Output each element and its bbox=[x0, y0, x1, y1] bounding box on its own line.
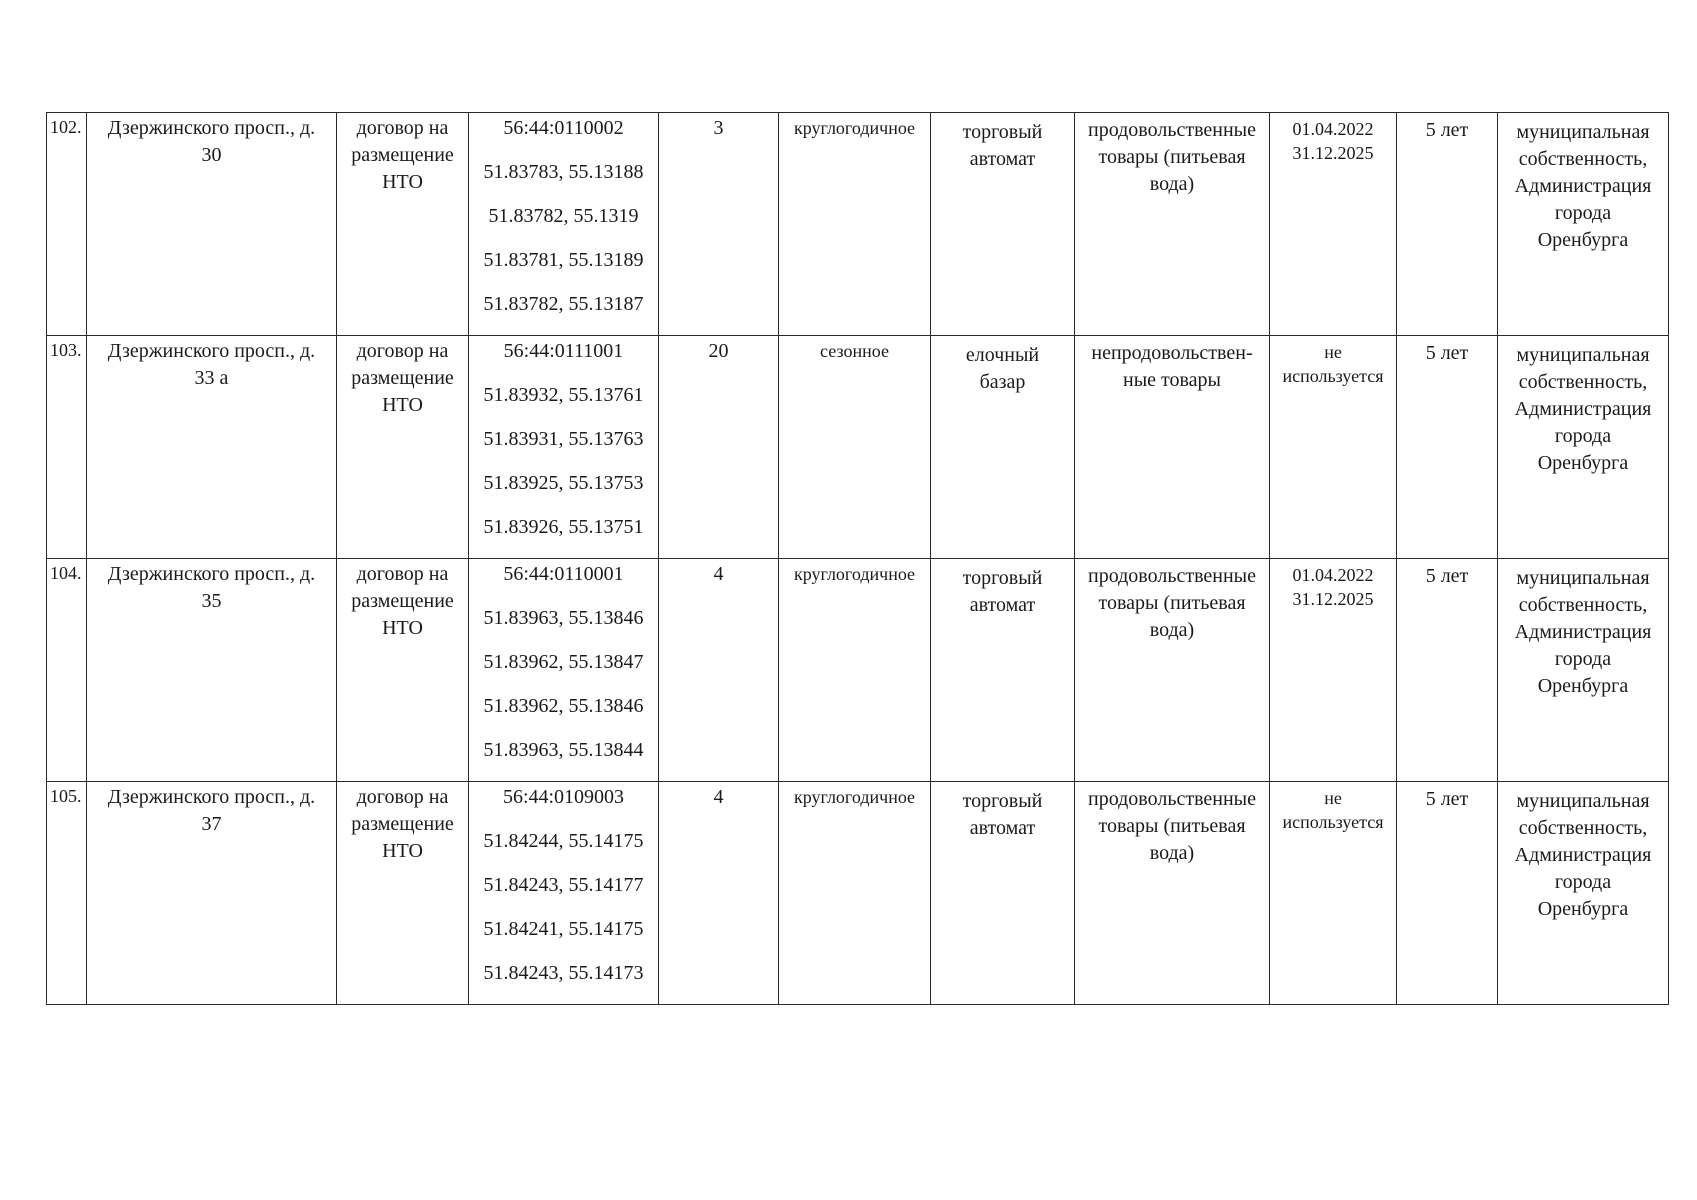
document-line: размещение bbox=[351, 367, 454, 389]
coordinate-pair: 51.83925, 55.13753 bbox=[483, 472, 644, 494]
owner-line: Администрация bbox=[1514, 844, 1652, 866]
period-cell: круглогодичное bbox=[779, 559, 931, 782]
owner-line: Администрация bbox=[1514, 175, 1652, 197]
goods-line: вода) bbox=[1149, 173, 1195, 195]
goods-line: товары (питьевая bbox=[1098, 146, 1246, 168]
object-type-cell bbox=[931, 559, 1075, 782]
row-number: 103. bbox=[47, 336, 87, 559]
object-type-cell bbox=[931, 113, 1075, 336]
type-line: автомат bbox=[969, 148, 1036, 170]
document-line: НТО bbox=[382, 394, 423, 416]
goods-cell bbox=[1075, 559, 1270, 782]
goods-line: ные товары bbox=[1123, 369, 1221, 391]
goods-line: продовольственные bbox=[1088, 565, 1256, 587]
date-line: 01.04.2022 bbox=[1292, 119, 1374, 139]
document-line: договор на bbox=[356, 786, 449, 808]
coordinate-pair: 51.83926, 55.13751 bbox=[483, 516, 644, 538]
owner-line: муниципальная bbox=[1516, 567, 1650, 589]
period-cell: круглогодичное bbox=[779, 113, 931, 336]
goods-cell bbox=[1075, 336, 1270, 559]
document-line: размещение bbox=[351, 813, 454, 835]
date-line: 31.12.2025 bbox=[1292, 589, 1374, 609]
owner-line: Оренбурга bbox=[1537, 229, 1629, 251]
document-line: НТО bbox=[382, 171, 423, 193]
owner-cell bbox=[1498, 782, 1669, 1005]
cadastral-coords-cell bbox=[469, 336, 659, 559]
address-cell bbox=[87, 559, 337, 782]
date-line: 31.12.2025 bbox=[1292, 143, 1374, 163]
term-cell: 5 лет bbox=[1397, 782, 1498, 1005]
goods-line: вода) bbox=[1149, 842, 1195, 864]
document-cell bbox=[337, 782, 469, 1005]
type-line: елочный bbox=[965, 344, 1040, 366]
table-row bbox=[47, 336, 1669, 559]
area-cell: 3 bbox=[659, 113, 779, 336]
document-cell bbox=[337, 113, 469, 336]
coordinate-pair: 51.84243, 55.14173 bbox=[483, 962, 644, 984]
term-cell: 5 лет bbox=[1397, 559, 1498, 782]
owner-line: муниципальная bbox=[1516, 121, 1650, 143]
owner-line: собственность, bbox=[1518, 817, 1648, 839]
type-line: автомат bbox=[969, 817, 1036, 839]
goods-line: продовольственные bbox=[1088, 788, 1256, 810]
dates-cell bbox=[1270, 559, 1397, 782]
row-number: 104. bbox=[47, 559, 87, 782]
cadastral-coords-cell bbox=[469, 113, 659, 336]
date-line: используется bbox=[1282, 812, 1384, 832]
owner-cell bbox=[1498, 336, 1669, 559]
row-number: 105. bbox=[47, 782, 87, 1005]
owner-line: Оренбурга bbox=[1537, 898, 1629, 920]
table-row bbox=[47, 559, 1669, 782]
address-line: Дзержинского просп., д. bbox=[107, 117, 316, 139]
address-line: 30 bbox=[201, 144, 222, 166]
coordinate-pair: 51.83931, 55.13763 bbox=[483, 428, 644, 450]
owner-line: Администрация bbox=[1514, 621, 1652, 643]
row-number: 102. bbox=[47, 113, 87, 336]
owner-line: города bbox=[1554, 871, 1612, 893]
date-line: не bbox=[1324, 788, 1342, 808]
address-cell bbox=[87, 782, 337, 1005]
term-cell: 5 лет bbox=[1397, 113, 1498, 336]
term-cell: 5 лет bbox=[1397, 336, 1498, 559]
table-row bbox=[47, 113, 1669, 336]
area-cell: 4 bbox=[659, 559, 779, 782]
address-cell bbox=[87, 113, 337, 336]
document-line: размещение bbox=[351, 144, 454, 166]
type-line: торговый bbox=[962, 567, 1043, 589]
dates-cell bbox=[1270, 782, 1397, 1005]
owner-line: муниципальная bbox=[1516, 344, 1650, 366]
owner-cell bbox=[1498, 559, 1669, 782]
dates-cell bbox=[1270, 113, 1397, 336]
coordinate-pair: 51.83783, 55.13188 bbox=[483, 161, 644, 183]
cadastral-number: 56:44:0110002 bbox=[503, 117, 624, 139]
coordinate-pair: 51.83781, 55.13189 bbox=[483, 249, 644, 271]
date-line: используется bbox=[1282, 366, 1384, 386]
goods-line: непродовольствен- bbox=[1091, 342, 1253, 364]
owner-cell bbox=[1498, 113, 1669, 336]
address-cell bbox=[87, 336, 337, 559]
address-line: Дзержинского просп., д. bbox=[107, 786, 316, 808]
address-line: 33 а bbox=[194, 367, 229, 389]
cadastral-coords-cell bbox=[469, 782, 659, 1005]
date-line: не bbox=[1324, 342, 1342, 362]
cadastral-number: 56:44:0110001 bbox=[503, 563, 624, 585]
coordinate-pair: 51.83962, 55.13847 bbox=[483, 651, 644, 673]
coordinate-pair: 51.84244, 55.14175 bbox=[483, 830, 644, 852]
coordinate-pair: 51.83963, 55.13844 bbox=[483, 739, 644, 761]
owner-line: муниципальная bbox=[1516, 790, 1650, 812]
owner-line: города bbox=[1554, 648, 1612, 670]
goods-line: товары (питьевая bbox=[1098, 815, 1246, 837]
document-line: НТО bbox=[382, 840, 423, 862]
owner-line: города bbox=[1554, 202, 1612, 224]
address-line: Дзержинского просп., д. bbox=[107, 340, 316, 362]
type-line: торговый bbox=[962, 790, 1043, 812]
area-cell: 4 bbox=[659, 782, 779, 1005]
table-row bbox=[47, 782, 1669, 1005]
goods-cell bbox=[1075, 113, 1270, 336]
object-type-cell bbox=[931, 782, 1075, 1005]
owner-line: собственность, bbox=[1518, 148, 1648, 170]
coordinate-pair: 51.83962, 55.13846 bbox=[483, 695, 644, 717]
period-cell: круглогодичное bbox=[779, 782, 931, 1005]
document-line: договор на bbox=[356, 117, 449, 139]
document-cell bbox=[337, 559, 469, 782]
coordinate-pair: 51.83782, 55.1319 bbox=[488, 205, 639, 227]
document-line: размещение bbox=[351, 590, 454, 612]
owner-line: города bbox=[1554, 425, 1612, 447]
type-line: торговый bbox=[962, 121, 1043, 143]
cadastral-number: 56:44:0111001 bbox=[503, 340, 624, 362]
date-line: 01.04.2022 bbox=[1292, 565, 1374, 585]
goods-line: товары (питьевая bbox=[1098, 592, 1246, 614]
address-line: 37 bbox=[201, 813, 222, 835]
document-line: договор на bbox=[356, 340, 449, 362]
type-line: базар bbox=[979, 371, 1026, 393]
owner-line: Оренбурга bbox=[1537, 675, 1629, 697]
document-line: НТО bbox=[382, 617, 423, 639]
coordinate-pair: 51.83932, 55.13761 bbox=[483, 384, 644, 406]
area-cell: 20 bbox=[659, 336, 779, 559]
dates-cell bbox=[1270, 336, 1397, 559]
address-line: Дзержинского просп., д. bbox=[107, 563, 316, 585]
owner-line: Оренбурга bbox=[1537, 452, 1629, 474]
document-cell bbox=[337, 336, 469, 559]
coordinate-pair: 51.84241, 55.14175 bbox=[483, 918, 644, 940]
coordinate-pair: 51.83782, 55.13187 bbox=[483, 293, 644, 315]
goods-line: вода) bbox=[1149, 619, 1195, 641]
owner-line: собственность, bbox=[1518, 594, 1648, 616]
goods-cell bbox=[1075, 782, 1270, 1005]
coordinate-pair: 51.84243, 55.14177 bbox=[483, 874, 644, 896]
type-line: автомат bbox=[969, 594, 1036, 616]
nto-placement-table bbox=[46, 112, 1669, 1005]
document-line: договор на bbox=[356, 563, 449, 585]
goods-line: продовольственные bbox=[1088, 119, 1256, 141]
address-line: 35 bbox=[201, 590, 222, 612]
owner-line: Администрация bbox=[1514, 398, 1652, 420]
owner-line: собственность, bbox=[1518, 371, 1648, 393]
cadastral-coords-cell bbox=[469, 559, 659, 782]
period-cell: сезонное bbox=[779, 336, 931, 559]
coordinate-pair: 51.83963, 55.13846 bbox=[483, 607, 644, 629]
object-type-cell bbox=[931, 336, 1075, 559]
cadastral-number: 56:44:0109003 bbox=[502, 786, 625, 808]
